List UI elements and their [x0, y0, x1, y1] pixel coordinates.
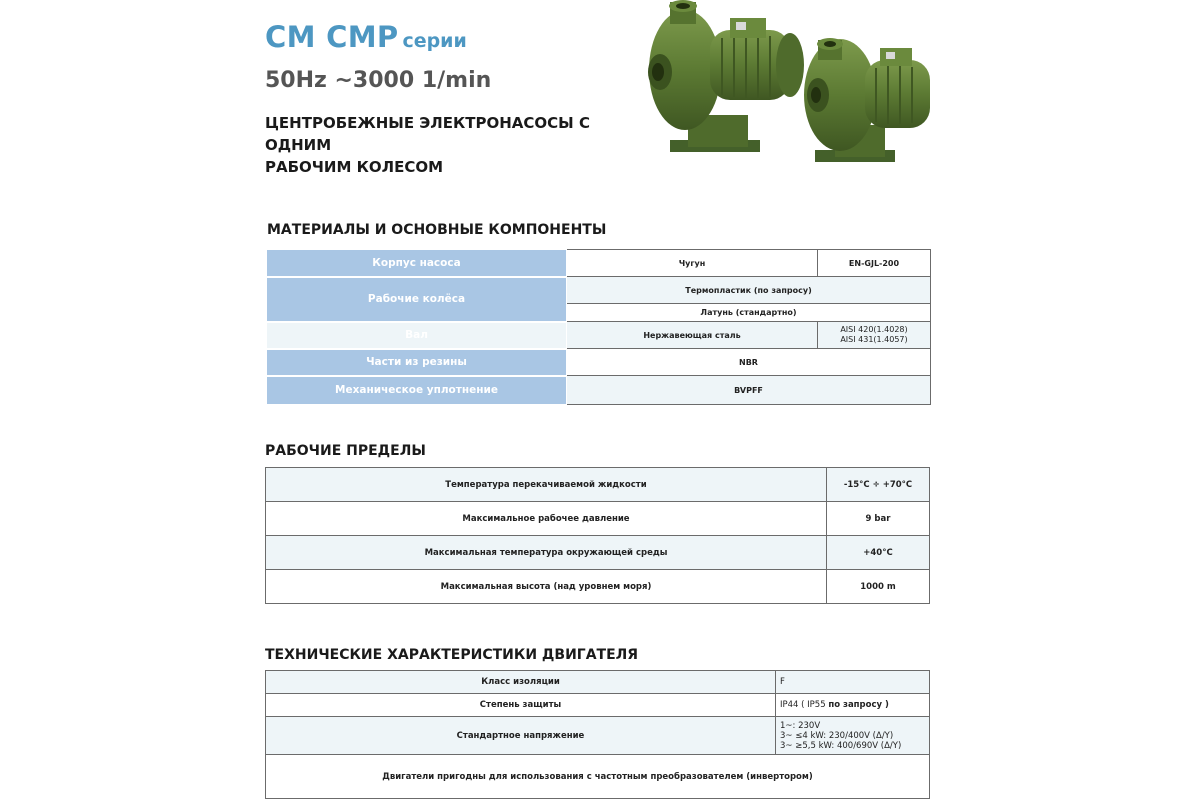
impellers-label: Рабочие колёса: [267, 277, 567, 322]
rubber-material: NBR: [567, 349, 931, 376]
casing-spec: EN-GJL-200: [818, 250, 931, 277]
series-suffix: серии: [402, 30, 467, 52]
table-row: [266, 536, 930, 570]
protection-option-note: по запросу ): [828, 700, 889, 710]
motor-title: ТЕХНИЧЕСКИЕ ХАРАКТЕРИСТИКИ ДВИГАТЕЛЯ: [265, 647, 639, 663]
table-row: [266, 570, 930, 604]
pump-left: [648, 0, 804, 152]
voltage-line-3: 3~ ≥5,5 kW: 400/690V (Δ/Y): [780, 740, 902, 751]
shaft-label: Вал: [267, 322, 567, 349]
shaft-material: Нержавеющая сталь: [567, 322, 818, 349]
series-title: [265, 20, 467, 54]
limit-value: 1000 m: [827, 570, 930, 604]
limit-label: Максимальная высота (над уровнем моря): [266, 570, 827, 604]
materials-table: [266, 249, 931, 406]
table-row: [267, 277, 931, 304]
table-row: [267, 322, 931, 349]
product-description: [265, 112, 625, 178]
table-row: [266, 755, 930, 799]
casing-material: Чугун: [567, 250, 818, 277]
shaft-spec-2: AISI 431(1.4057): [840, 335, 908, 344]
description-line-2: РАБОЧИМ КОЛЕСОМ: [265, 158, 444, 176]
table-row: [267, 376, 931, 405]
table-row: [266, 717, 930, 755]
limit-label: Максимальная температура окружающей среды: [266, 536, 827, 570]
limit-label: Максимальное рабочее давление: [266, 502, 827, 536]
limit-value: 9 bar: [827, 502, 930, 536]
table-row: [267, 349, 931, 376]
shaft-spec: [818, 322, 931, 349]
table-row: [266, 502, 930, 536]
protection-label: Степень защиты: [266, 694, 776, 717]
limits-title: РАБОЧИЕ ПРЕДЕЛЫ: [265, 443, 426, 459]
shaft-spec-1: AISI 420(1.4028): [840, 325, 908, 334]
protection-std: IP44: [780, 700, 799, 710]
seal-label: Механическое уплотнение: [267, 376, 567, 405]
voltage-line-1: 1~: 230V: [780, 720, 821, 731]
insulation-value: F: [776, 671, 930, 694]
protection-value: [776, 694, 930, 717]
casing-label: Корпус насоса: [267, 250, 567, 277]
series-name: CM CMP: [265, 20, 399, 54]
impellers-option-1: Термопластик (по запросу): [567, 277, 931, 304]
table-row: [267, 250, 931, 277]
protection-option: ( IP55: [801, 700, 826, 710]
limits-table: [265, 467, 930, 604]
motor-table: [265, 670, 930, 799]
voltage-label: Стандартное напряжение: [266, 717, 776, 755]
voltage-line-2: 3~ ≤4 kW: 230/400V (Δ/Y): [780, 730, 894, 741]
table-row: [266, 468, 930, 502]
pump-right: [804, 38, 930, 162]
frequency-subtitle: 50Hz ~3000 1/min: [265, 68, 492, 93]
seal-material: BVPFF: [567, 376, 931, 405]
materials-title: МАТЕРИАЛЫ И ОСНОВНЫЕ КОМПОНЕНТЫ: [267, 222, 607, 238]
limit-value: +40°C: [827, 536, 930, 570]
rubber-label: Части из резины: [267, 349, 567, 376]
limit-value: -15°C ÷ +70°C: [827, 468, 930, 502]
description-line-1: ЦЕНТРОБЕЖНЫЕ ЭЛЕКТРОНАСОСЫ С ОДНИМ: [265, 114, 590, 154]
impellers-option-2: Латунь (стандартно): [567, 304, 931, 322]
limit-label: Температура перекачиваемой жидкости: [266, 468, 827, 502]
table-row: [266, 671, 930, 694]
insulation-label: Класс изоляции: [266, 671, 776, 694]
table-row: [266, 694, 930, 717]
pump-illustration: [630, 0, 940, 170]
inverter-note: Двигатели пригодны для использования с частотным преобразователем (инвертором): [266, 755, 930, 799]
voltage-value: [776, 717, 930, 755]
